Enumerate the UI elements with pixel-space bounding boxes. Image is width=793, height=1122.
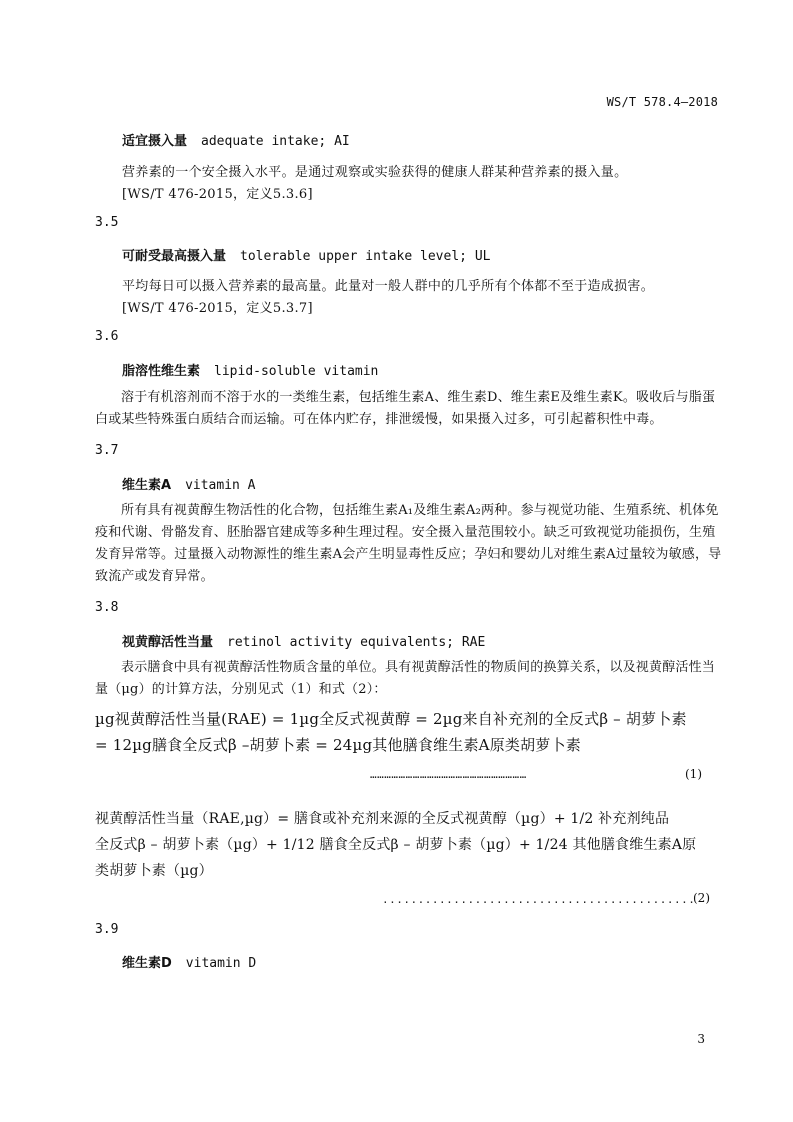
term-cn: 维生素D <box>122 956 172 971</box>
page-number: 3 <box>697 1032 705 1046</box>
definition-3-6 <box>95 387 723 431</box>
term-en: vitamin D <box>185 956 257 971</box>
formula-1-line-1: µg视黄醇活性当量(RAE) = 1µg全反式视黄醇 = 2µg来自补充剂的全反式β – 胡萝卜素 <box>95 710 687 728</box>
definition-text: 溶于有机溶剂而不溶于水的一类维生素，包括维生素A、维生素D、维生素E及维生素K。吸收后与脂蛋白或某些特殊蛋白质结合而运输。可在体内贮存，排泄缓慢，如果摄入过多，可引起蓄积性中毒。 <box>95 390 716 427</box>
source-3-4: [WS/T 476-2015，定义5.3.6] <box>122 187 313 202</box>
term-3-4 <box>122 130 350 149</box>
term-en: retinol activity equivalents; RAE <box>227 635 486 650</box>
term-en: tolerable upper intake level; UL <box>240 249 491 264</box>
definition-text: 所有具有视黄醇生物活性的化合物，包括维生素A₁及维生素A₂两种。参与视觉功能、生殖系统、机体免疫和代谢、骨骼发育、胚胎器官建成等多种生理过程。安全摄入量范围较小。缺乏可致视觉功能损伤，生殖发育异常等。过量摄入动物源性的维生素A会产生明显毒性反应；孕妇和婴幼儿对维生素A过量较为敏感，导致流产或发育异常。 <box>95 503 722 584</box>
term-en: adequate intake; AI <box>201 134 350 149</box>
term-3-9 <box>122 952 256 971</box>
term-cn: 脂溶性维生素 <box>122 364 201 379</box>
term-3-6 <box>122 360 378 379</box>
term-cn: 维生素A <box>122 478 172 493</box>
formula-1-leader: ………………………………………………………… <box>370 768 527 781</box>
term-en: vitamin A <box>185 478 256 493</box>
formula-2-line-3: 类胡萝卜素（µg） <box>95 863 213 879</box>
formula-1-line-2: = 12µg膳食全反式β –胡萝卜素 = 24µg其他膳食维生素A原类胡萝卜素 <box>95 736 581 754</box>
formula-2-number: (2) <box>693 891 710 905</box>
term-3-5 <box>122 245 490 264</box>
clause-number-3-9: 3.9 <box>95 922 119 937</box>
formula-2-line-1: 视黄醇活性当量（RAE,µg）= 膳食或补充剂来源的全反式视黄醇（µg）+ 1/2 补充剂纯品 <box>95 811 670 827</box>
definition-3-5: 平均每日可以摄入营养素的最高量。此量对一般人群中的几乎所有个体都不至于造成损害。 <box>122 279 655 294</box>
formula-2-line-2: 全反式β – 胡萝卜素（µg）+ 1/12 膳食全反式β – 胡萝卜素（µg）+ 1/24 其他膳食维生素A原 <box>95 837 697 853</box>
definition-3-8 <box>95 657 723 701</box>
formula-2-leader: ............................................ <box>382 893 696 906</box>
clause-number-3-7: 3.7 <box>95 443 119 458</box>
source-3-5: [WS/T 476-2015，定义5.3.7] <box>122 301 313 316</box>
term-en: lipid-soluble vitamin <box>214 364 379 379</box>
clause-number-3-8: 3.8 <box>95 600 119 615</box>
term-3-7 <box>122 474 256 493</box>
clause-number-3-5: 3.5 <box>95 215 119 230</box>
formula-1-number: (1) <box>685 767 702 781</box>
term-cn: 可耐受最高摄入量 <box>122 249 227 264</box>
clause-number-3-6: 3.6 <box>95 329 119 344</box>
definition-text: 表示膳食中具有视黄醇活性物质含量的单位。具有视黄醇活性的物质间的换算关系，以及视黄醇活性当量（μg）的计算方法，分别见式（1）和式（2）： <box>95 660 716 697</box>
standard-number: WS/T 578.4—2018 <box>606 95 718 109</box>
definition-3-7 <box>95 500 723 588</box>
definition-3-4: 营养素的一个安全摄入水平。是通过观察或实验获得的健康人群某种营养素的摄入量。 <box>122 165 628 180</box>
term-cn: 视黄醇活性当量 <box>122 635 214 650</box>
term-cn: 适宜摄入量 <box>122 134 188 149</box>
term-3-8 <box>122 631 485 650</box>
